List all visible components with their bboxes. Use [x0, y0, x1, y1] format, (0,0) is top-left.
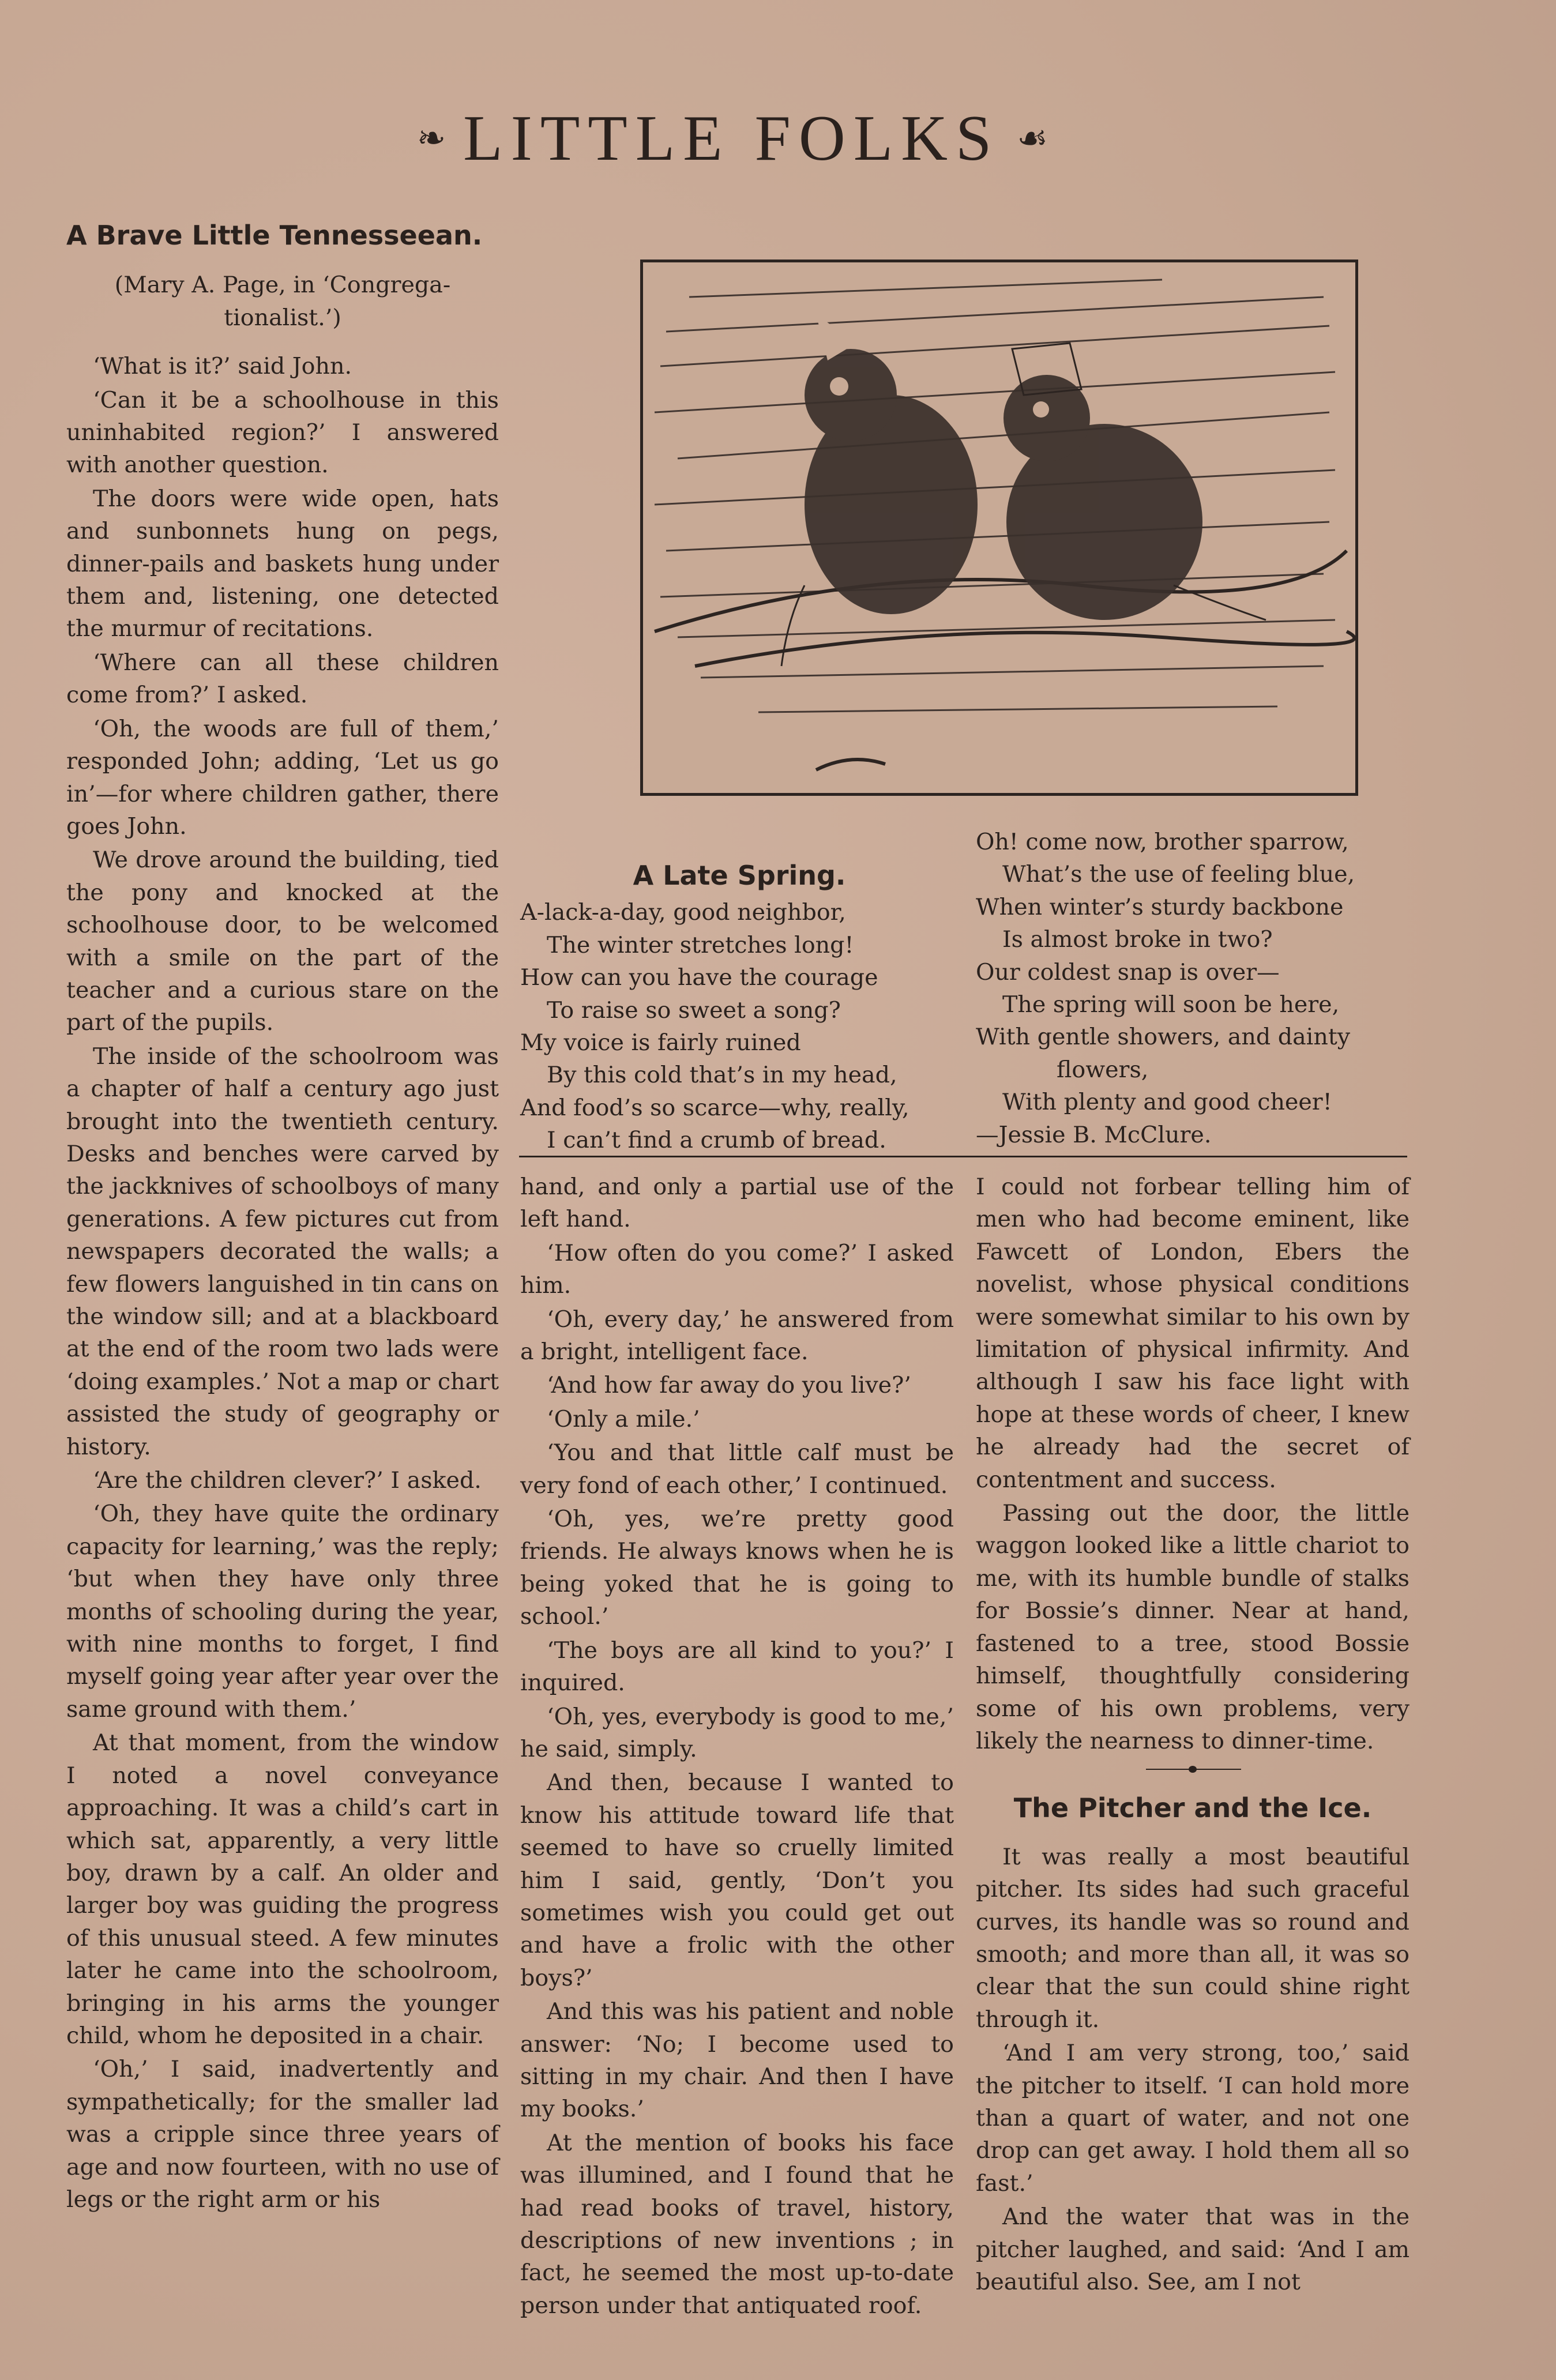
sparrows-illustration: [640, 260, 1358, 796]
paragraph: ‘Can it be a schoolhouse in this uninhabited region?’ I answered with another question.: [66, 386, 499, 479]
poem-stanza-1: [520, 859, 959, 1157]
paragraph: The doors were wide open, hats and sunbonnets hung on pegs, dinner-pails and baskets hung under them and, listening, one detected the murmur of recitations.: [66, 485, 499, 642]
paragraph: hand, and only a partial use of the left hand.: [520, 1174, 954, 1233]
poem-line: By this cold that’s in my head,: [547, 1062, 897, 1089]
poem-line: To raise so sweet a song?: [547, 997, 841, 1024]
paragraph: ‘Oh, they have quite the ordinary capacity for learning,’ was the reply; ‘but when they have only three months of schooling during the year, with nine months to forget, I find myself going year after year over the same ground with them.’: [66, 1501, 499, 1723]
credit-line: tionalist.’): [224, 304, 341, 331]
poem-line: With gentle showers, and dainty: [976, 1024, 1351, 1051]
poem-line: The winter stretches long!: [547, 931, 854, 958]
poem-line: How can you have the courage: [520, 964, 878, 991]
paragraph: At that moment, from the window I noted a novel conveyance approaching. It was a child’s cart in which sat, apparently, a very little boy, drawn by a calf. An older and larger boy was guiding the progress of this unusual steed. A few minutes later he came into the schoolroom, bringing in his arms the younger child, whom he deposited in a chair.: [66, 1729, 499, 2049]
poem-title: A Late Spring.: [633, 860, 846, 891]
paragraph: ‘Are the children clever?’ I asked.: [93, 1467, 482, 1494]
poem-line: When winter’s sturdy backbone: [976, 893, 1344, 920]
paragraph: ‘Oh, yes, everybody is good to me,’ he said, simply.: [520, 1703, 954, 1762]
story1-column-1: [66, 219, 499, 2217]
paragraph: ‘How often do you come?’ I asked him.: [520, 1239, 954, 1299]
paragraph: ‘Oh, the woods are full of them,’ responded John; adding, ‘Let us go in’—for where children gather, there goes John.: [66, 715, 499, 840]
poem-stanza-2: [976, 826, 1414, 1151]
poem-line: Our coldest snap is over—: [976, 958, 1280, 986]
paragraph: ‘Oh,’ I said, inadvertently and sympathetically; for the smaller lad was a cripple since three years of age and now fourteen, with no use of legs or the right arm or his: [66, 2056, 499, 2213]
poem-line: My voice is fairly ruined: [520, 1029, 801, 1056]
paragraph: ‘The boys are all kind to you?’ I inquired.: [520, 1637, 954, 1697]
poem-line: I can’t find a crumb of bread.: [547, 1127, 886, 1154]
paragraph: ‘You and that little calf must be very fond of each other,’ I continued.: [520, 1439, 954, 1499]
paragraph: Passing out the door, the little waggon looked like a little chariot to me, with its humble bundle of stalks for Bossie’s dinner. Near at hand, fastened to a tree, stood Bossie himself, thoughtfully considering some of his own problems, very likely the nearness to dinner-time.: [976, 1500, 1410, 1754]
paragraph: I could not forbear telling him of men who had become eminent, like Fawcett of London, Ebers the novelist, whose physical conditions were somewhat similar to his own by limitation of physical infirmity. And although I saw his face light with hope at these words of cheer, I knew he already had the secret of contentment and success.: [976, 1174, 1410, 1493]
paragraph: ‘And I am very strong, too,’ said the pitcher to itself. ‘I can hold more than a quart of water, and not one drop can get away. I hold them all so fast.’: [976, 2040, 1410, 2197]
story1-credit: [66, 269, 499, 334]
paragraph: It was really a most beautiful pitcher. Its sides had such graceful curves, its handle was so round and smooth; and more than all, it was so clear that the sun could shine right through it.: [976, 1843, 1410, 2033]
paragraph: And the water that was in the pitcher laughed, and said: ‘And I am beautiful also. See, am I not: [976, 2204, 1410, 2295]
paragraph: And then, because I wanted to know his attitude toward life that seemed to have so cruelly limited him I said, gently, ‘Don’t you sometimes wish you could get out and have a frolic with the other boys?’: [520, 1769, 954, 1991]
poem-line: Is almost broke in two?: [1002, 926, 1273, 953]
poem-author: —Jessie B. McClure.: [976, 1121, 1212, 1148]
paragraph: The inside of the schoolroom was a chapter of half a century ago just brought into the twentieth century. Desks and benches were carved by the jackknives of schoolboys of many generations. A few pictures cut from newspapers decorated the walls; a few flowers languished in tin cans on the window sill; and at a blackboard at the end of the room two lads were ‘doing examples.’ Not a map or chart assisted the study of geography or history.: [66, 1043, 499, 1460]
credit-line: (Mary A. Page, in ‘Congrega-: [114, 272, 451, 299]
paragraph: ‘Where can all these children come from?’ I asked.: [66, 649, 499, 709]
paragraph: We drove around the building, tied the pony and knocked at the schoolhouse door, to be welcomed with a smile on the part of the teacher and a curious stare on the part of the pupils.: [66, 847, 499, 1036]
story1-column-3: [976, 1171, 1410, 2299]
paragraph: ‘Only a mile.’: [547, 1405, 700, 1432]
paragraph: ‘Oh, yes, we’re pretty good friends. He always knows when he is being yoked that he is going to school.’: [520, 1506, 954, 1630]
story-separator: [976, 1759, 1410, 1779]
poem-line: The spring will soon be here,: [1002, 991, 1340, 1018]
masthead: [311, 104, 1153, 173]
left-ornament-icon: ❧: [416, 118, 446, 159]
story1-title: A Brave Little Tennesseean.: [66, 220, 483, 251]
poem-line: Oh! come now, brother sparrow,: [976, 829, 1349, 855]
section-divider: [519, 1156, 1407, 1157]
poem-line: And food’s so scarce—why, really,: [520, 1094, 909, 1121]
story2-title: The Pitcher and the Ice.: [1013, 1792, 1372, 1824]
paragraph: And this was his patient and noble answer: ‘No; I become used to sitting in my chair. And then I have my books.’: [520, 1998, 954, 2123]
paragraph: ‘And how far away do you live?’: [547, 1372, 911, 1399]
poem-line: A-lack-a-day, good neighbor,: [520, 899, 846, 926]
page-title: LITTLE FOLKS: [463, 102, 1000, 174]
paragraph: ‘What is it?’ said John.: [93, 353, 352, 380]
poem-line: flowers,: [1057, 1056, 1149, 1083]
right-ornament-icon: ☙: [1017, 118, 1048, 159]
poem-line: With plenty and good cheer!: [1002, 1089, 1332, 1116]
sparrows-engraving-icon: [643, 262, 1355, 793]
poem-line: What’s the use of feeling blue,: [1002, 861, 1355, 888]
story1-column-2: [520, 1171, 954, 2323]
paragraph: At the mention of books his face was illumined, and I found that he had read books of travel, history, descriptions of new inventions ; in fact, he seemed the most up-to-date person under that antiquated roof.: [520, 2129, 954, 2319]
paragraph: ‘Oh, every day,’ he answered from a bright, intelligent face.: [520, 1306, 954, 1366]
